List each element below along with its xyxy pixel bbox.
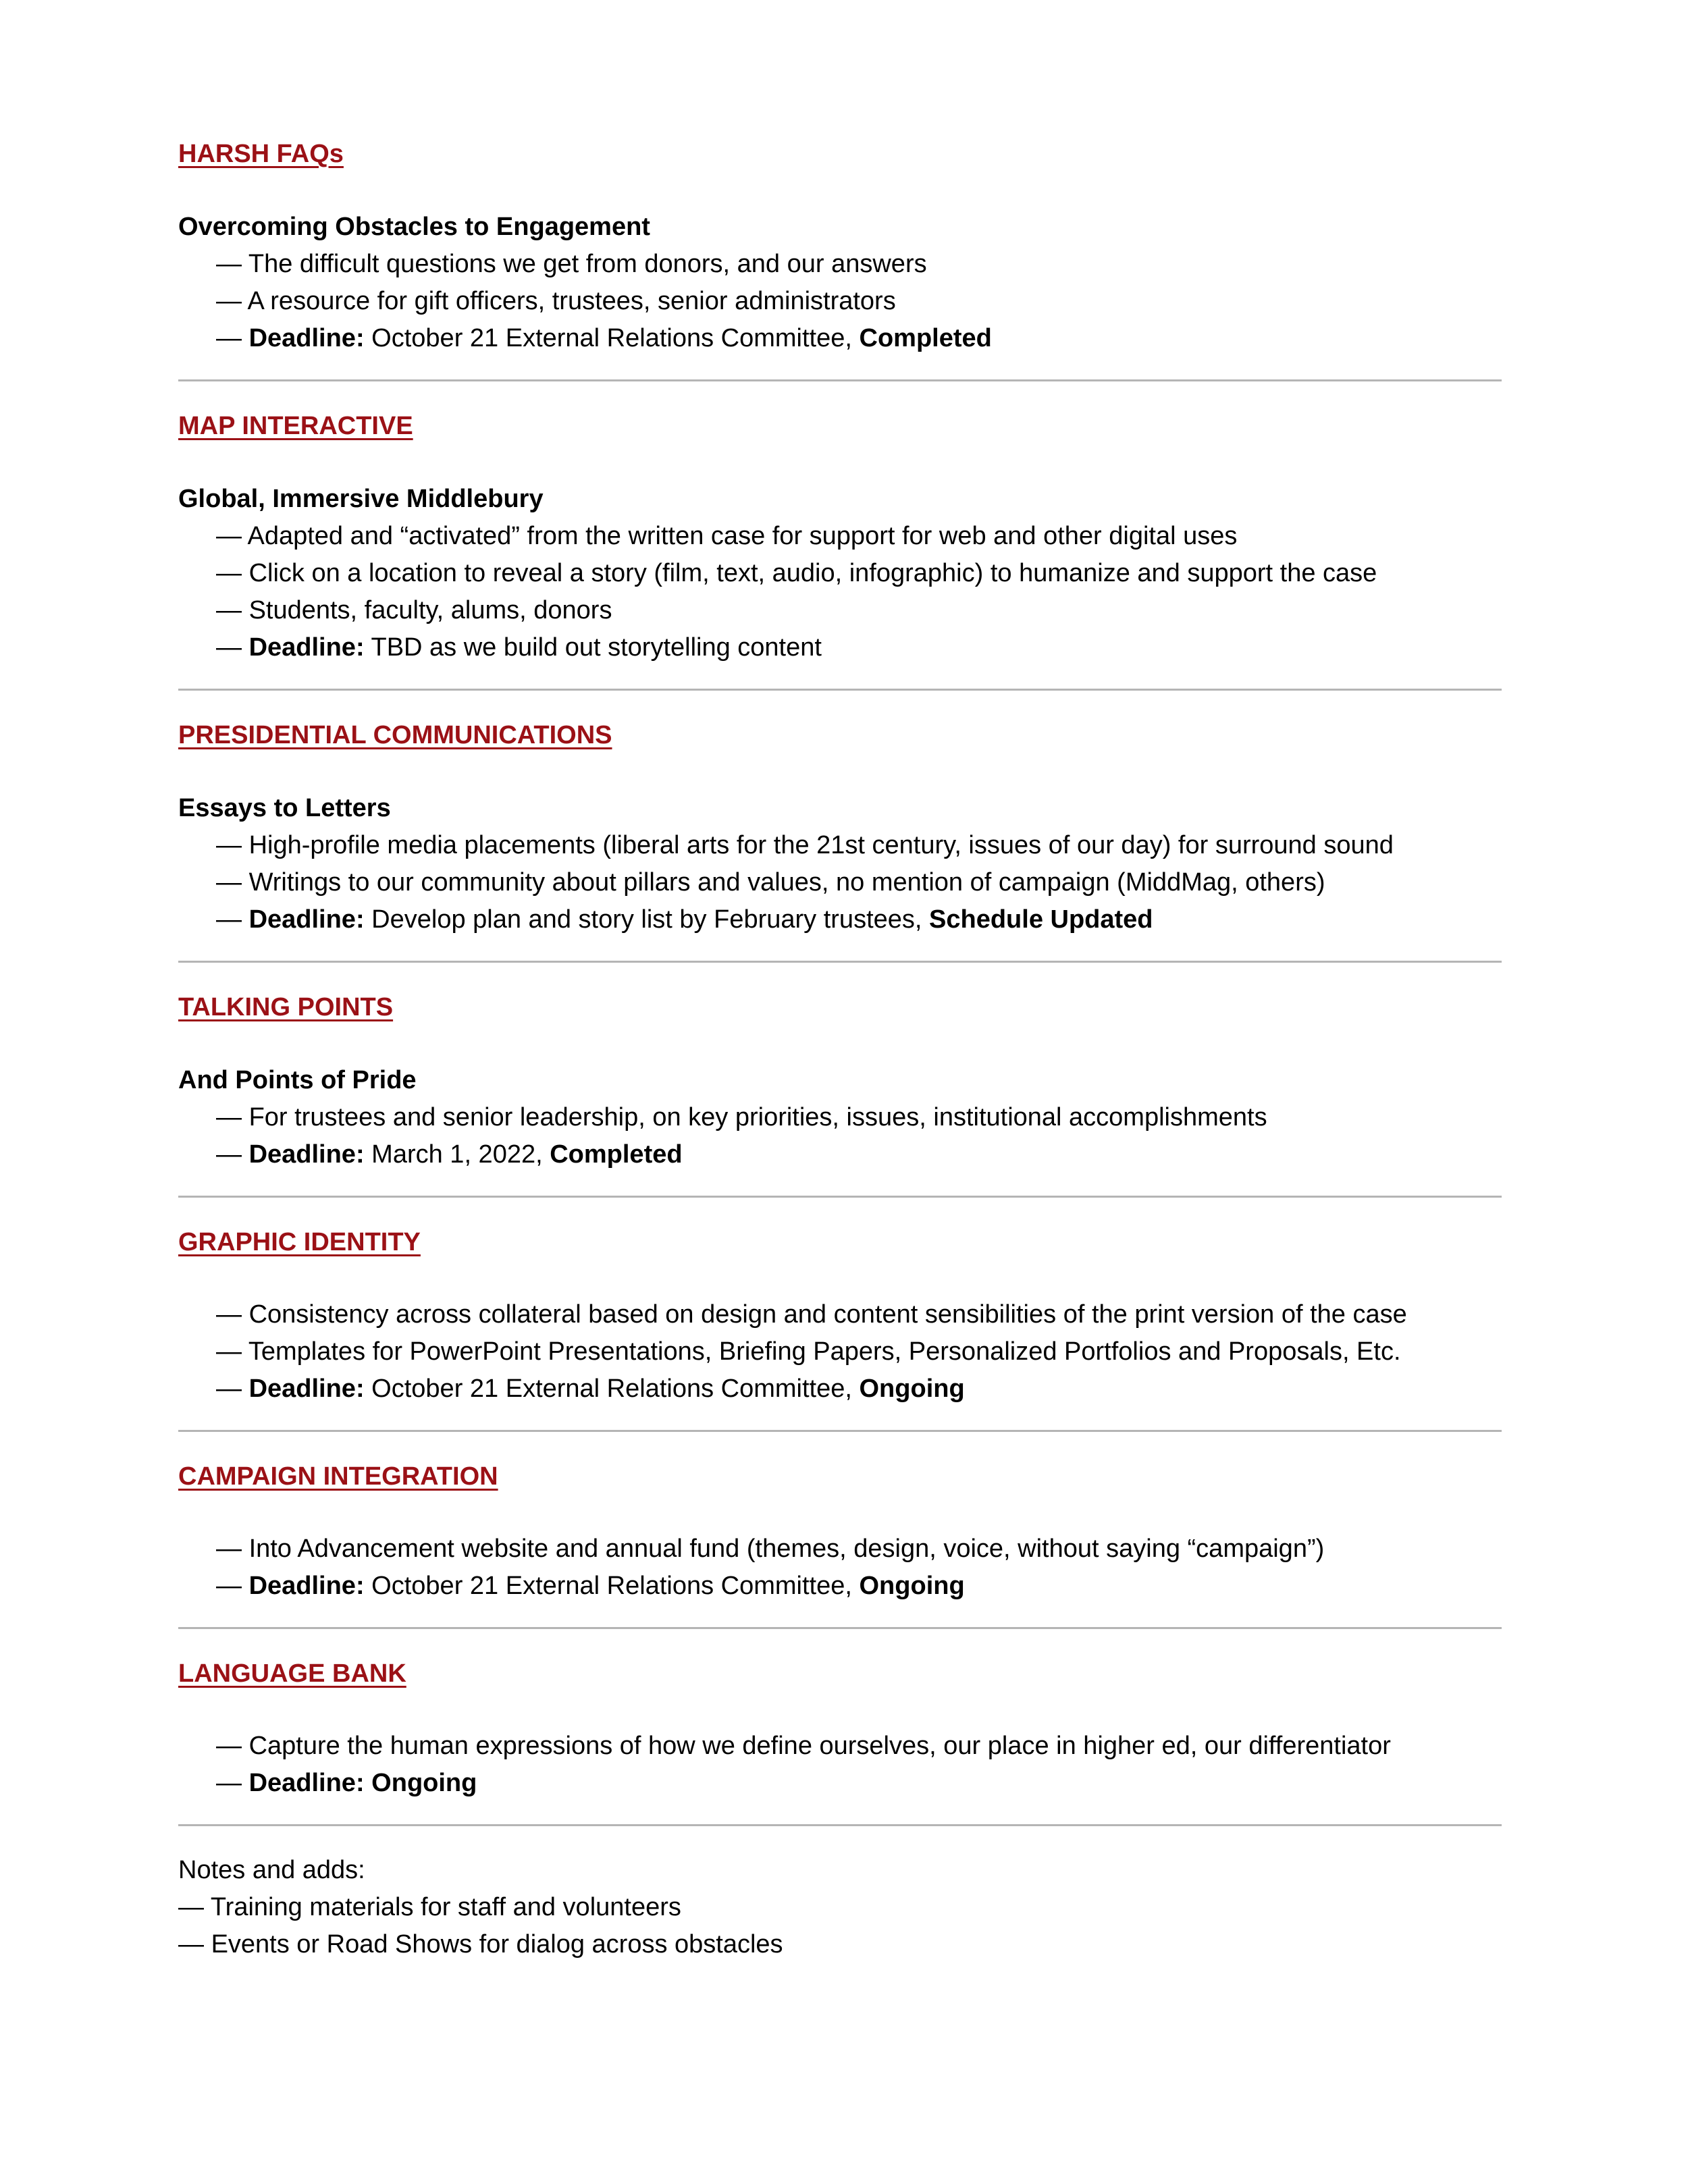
bullet-text: Into Advancement website and annual fund (themes, design, voice, without saying “campaign”) [248,1535,1325,1563]
dash-marker: — [216,1300,242,1329]
dash-marker: — [216,1140,242,1169]
bullet-list [178,1099,1502,1173]
bullet-text: Consistency across collateral based on design and content sensibilities of the print version of the case [248,1300,1407,1329]
note-text: Training materials for staff and volunteers [210,1893,681,1921]
deadline-label: Deadline: [248,1572,365,1600]
bullet-list [178,518,1502,666]
section-divider [178,961,1502,963]
bullet-text: Click on a location to reveal a story (film, text, audio, infographic) to humanize and support the case [248,559,1377,587]
bullet-text: Templates for PowerPoint Presentations, Briefing Papers, Personalized Portfolios and Proposals, Etc. [248,1337,1401,1366]
list-item [216,1296,1502,1333]
section-title: TALKING POINTS [178,993,394,1021]
deadline-text: Develop plan and story list by February trustees, [371,905,930,934]
bullet-list [178,1530,1502,1605]
deadline-text: October 21 External Relations Committee, [371,1572,860,1600]
dash-marker: — [216,287,242,315]
dash-marker: — [216,1337,242,1366]
dash-marker: — [216,559,242,587]
deadline-label: Deadline: [248,324,365,352]
section-subheading: Overcoming Obstacles to Engagement [178,213,650,241]
section-title: CAMPAIGN INTEGRATION [178,1462,498,1491]
section-divider [178,1627,1502,1629]
section-subheading: And Points of Pride [178,1066,417,1094]
bullet-list [178,1296,1502,1408]
dash-marker: — [216,1769,242,1797]
section-title: LANGUAGE BANK [178,1659,406,1688]
section-divider [178,379,1502,381]
deadline-item [216,629,1502,666]
list-item [216,555,1502,592]
list-item [216,592,1502,629]
dash-marker: — [216,633,242,662]
document-content [178,135,1502,1963]
section-language-bank [178,1655,1502,1802]
list-item [216,1728,1502,1765]
notes-title: Notes and adds: [178,1856,365,1884]
bullet-text: High-profile media placements (liberal arts for the 21st century, issues of our day) for surround sound [248,831,1394,859]
deadline-item [216,320,1502,357]
list-item [178,1889,1502,1926]
list-item [216,1333,1502,1370]
bullet-text: Writings to our community about pillars and values, no mention of campaign (MiddMag, others) [248,868,1325,897]
list-item [216,864,1502,901]
deadline-status: Completed [550,1140,683,1169]
dash-marker: — [216,250,242,278]
dash-marker: — [216,1535,242,1563]
list-item [216,827,1502,864]
list-item [216,518,1502,555]
deadline-label: Deadline: [248,633,365,662]
section-subheading: Global, Immersive Middlebury [178,485,544,513]
deadline-label: Deadline: [248,1375,365,1403]
deadline-item [216,1370,1502,1408]
section-title: MAP INTERACTIVE [178,412,413,440]
list-item [216,1530,1502,1568]
section-divider [178,1824,1502,1826]
notes-section [178,1852,1502,1963]
section-title: HARSH FAQs [178,140,344,168]
deadline-label: Deadline: [248,905,365,934]
list-item [216,283,1502,320]
deadline-label: Deadline: [248,1769,365,1797]
deadline-status: Ongoing [371,1769,477,1797]
dash-marker: — [216,868,242,897]
section-divider [178,689,1502,691]
bullet-list [178,246,1502,357]
deadline-status: Completed [859,324,992,352]
section-divider [178,1196,1502,1198]
dash-marker: — [216,596,242,624]
bullet-text: Capture the human expressions of how we define ourselves, our place in higher ed, our differentiator [248,1732,1391,1760]
bullet-list [178,827,1502,938]
deadline-text: October 21 External Relations Committee, [371,324,860,352]
deadline-item [216,901,1502,938]
bullet-list [178,1728,1502,1802]
section-map-interactive [178,407,1502,666]
dash-marker: — [178,1930,204,1959]
note-text: Events or Road Shows for dialog across obstacles [211,1930,783,1959]
deadline-text: TBD as we build out storytelling content [371,633,822,662]
section-talking-points [178,988,1502,1173]
dash-marker: — [216,324,242,352]
deadline-item [216,1765,1502,1802]
dash-marker: — [216,1375,242,1403]
section-subheading: Essays to Letters [178,794,391,822]
deadline-status: Schedule Updated [929,905,1153,934]
section-title: GRAPHIC IDENTITY [178,1228,421,1256]
section-graphic-identity [178,1223,1502,1408]
deadline-label: Deadline: [248,1140,365,1169]
list-item [216,246,1502,283]
dash-marker: — [216,1572,242,1600]
section-divider [178,1430,1502,1432]
deadline-text: October 21 External Relations Committee, [371,1375,860,1403]
bullet-text: Students, faculty, alums, donors [248,596,612,624]
section-harsh-faqs [178,135,1502,357]
list-item [216,1099,1502,1136]
deadline-status: Ongoing [859,1375,965,1403]
section-title: PRESIDENTIAL COMMUNICATIONS [178,721,612,749]
deadline-text: March 1, 2022, [371,1140,550,1169]
list-item [178,1926,1502,1963]
dash-marker: — [216,522,242,550]
dash-marker: — [216,831,242,859]
dash-marker: — [178,1893,204,1921]
dash-marker: — [216,1732,242,1760]
deadline-status: Ongoing [859,1572,965,1600]
section-presidential-communications [178,716,1502,938]
bullet-text: Adapted and “activated” from the written case for support for web and other digital uses [247,522,1238,550]
bullet-text: A resource for gift officers, trustees, senior administrators [247,287,896,315]
deadline-item [216,1136,1502,1173]
bullet-text: The difficult questions we get from donors, and our answers [248,250,927,278]
section-campaign-integration [178,1458,1502,1605]
dash-marker: — [216,1103,242,1131]
bullet-text: For trustees and senior leadership, on key priorities, issues, institutional accomplishments [248,1103,1267,1131]
deadline-item [216,1568,1502,1605]
dash-marker: — [216,905,242,934]
